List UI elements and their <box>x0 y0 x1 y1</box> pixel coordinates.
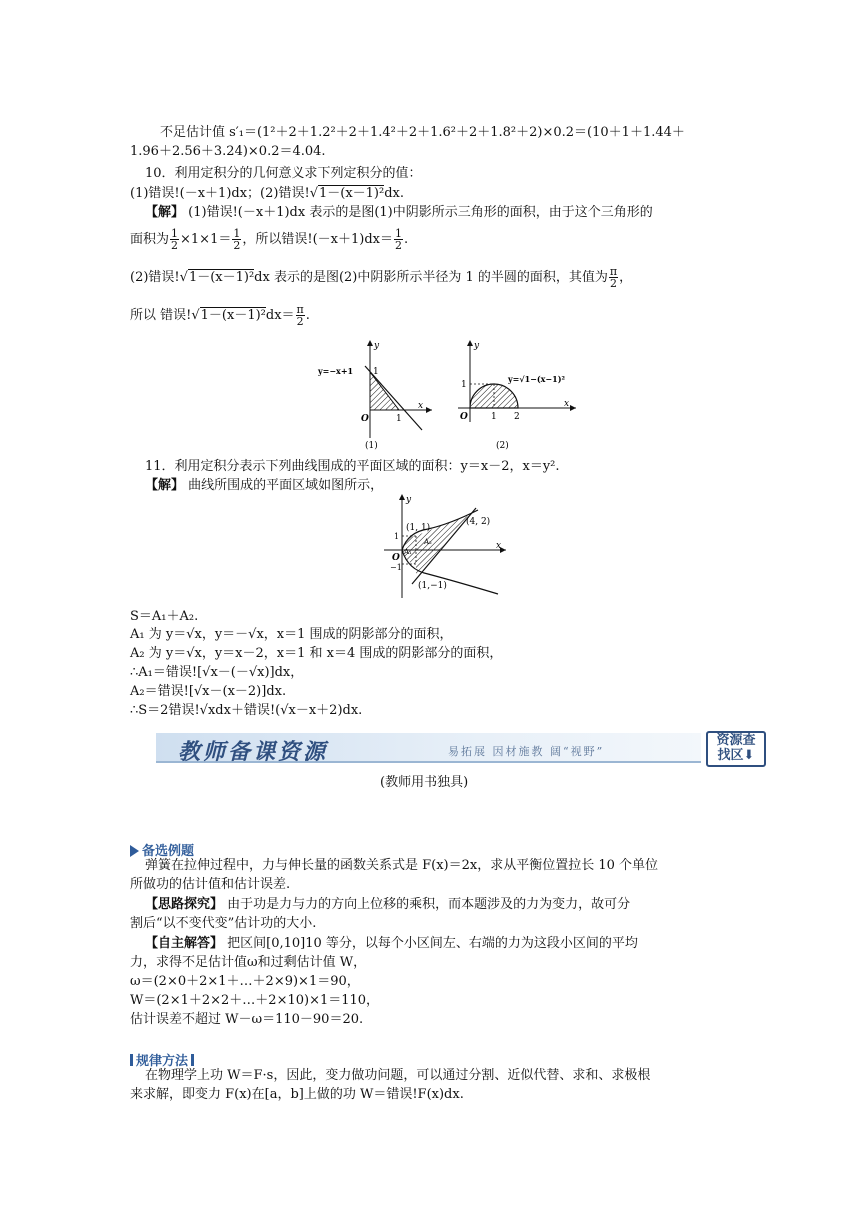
svg-text:(4, 2): (4, 2) <box>466 517 491 527</box>
think-line-1: 【思路探究】 由于功是力与力的方向上位移的乘积，而本题涉及的力为变力，故可分 <box>145 897 631 912</box>
svg-text:−1: −1 <box>390 563 402 572</box>
svg-text:A₁: A₁ <box>404 548 412 556</box>
svg-text:y=−x+1: y=−x+1 <box>318 366 354 376</box>
equation-a1-def: A₁ 为 y＝√x，y＝－√x，x＝1 围成的阴影部分的面积， <box>130 627 453 642</box>
resource-lookup-button[interactable]: 资源查 找区⬇ <box>706 731 766 767</box>
svg-text:x: x <box>418 401 424 411</box>
law-line-2: 来求解，即变力 F(x)在[a，b]上做的功 W＝错误!F(x)dx. <box>130 1087 464 1102</box>
question-11: 11．利用定积分表示下列曲线围成的平面区域的面积：y＝x－2，x＝y². <box>145 459 560 474</box>
svg-text:(2): (2) <box>496 441 509 450</box>
estimate-line-1: 不足估计值 s′₁＝(1²＋2＋1.2²＋2＋1.4²＋2＋1.6²＋2＋1.8²＋2)×0.2＝(10＋1＋1.44＋ <box>160 125 685 140</box>
self-line-1: 【自主解答】 把区间[0,10]10 等分，以每个小区间左、右端的力为这段小区间的平均 <box>145 936 638 951</box>
svg-text:1: 1 <box>373 367 379 377</box>
solution-2-line-a: (2)错误!√1－(x－1)²dx 表示的是图(2)中阴影所示半径为 1 的半圆的面积，其值为 $\frac{\pi}{2}$ ， <box>130 265 633 290</box>
self-line-4: W＝(2×1＋2×2＋…＋2×10)×1＝110， <box>130 993 380 1008</box>
figure-3-region <box>378 492 508 602</box>
law-line-1: 在物理学上功 W＝F·s，因此，变力做功问题，可以通过分割、近似代替、求和、求极根 <box>145 1068 651 1083</box>
svg-text:1: 1 <box>491 412 497 422</box>
fraction-pi-half: $\frac{\pi}{2}$ <box>296 303 304 328</box>
question-10: 10．利用定积分的几何意义求下列定积分的值： <box>145 166 422 181</box>
band-title: 教师备课资源 <box>178 739 329 765</box>
svg-text:y=√1−(x−1)²: y=√1−(x−1)² <box>508 374 565 384</box>
svg-text:y: y <box>474 341 480 351</box>
svg-text:O: O <box>460 412 468 422</box>
example-line-1: 弹簧在拉伸过程中，力与伸长量的函数关系式是 F(x)＝2x，求从平衡位置拉长 10 个单位 <box>145 858 659 873</box>
solution-1-line-a: 【解】 (1)错误!(－x＋1)dx 表示的是图(1)中阴影所示三角形的面积，由于这个三角形的 <box>145 205 653 220</box>
law-method-heading: 规律方法 <box>130 1050 194 1069</box>
fraction-half: $\frac{1}{2}$ <box>233 227 241 252</box>
think-line-2: 割后“以不变代变”估计功的大小. <box>130 916 317 931</box>
shaded-triangle <box>370 372 399 410</box>
svg-text:1: 1 <box>461 380 467 390</box>
equation-a2: A₂＝错误![√x－(x－2)]dx. <box>130 684 287 699</box>
svg-text:(1,−1): (1,−1) <box>418 581 447 591</box>
equation-a1: ∴A₁＝错误![√x－(－√x)]dx， <box>130 665 304 680</box>
self-line-2: 力，求得不足估计值ω和过剩估计值 W， <box>130 955 367 970</box>
svg-text:(1): (1) <box>365 441 378 450</box>
band-subtitle: 易拓展 因材施教 阔“视野” <box>448 745 605 758</box>
svg-text:1: 1 <box>394 532 400 541</box>
fraction-pi-half: $\frac{\pi}{2}$ <box>609 265 618 290</box>
svg-text:y: y <box>406 495 412 505</box>
teacher-resources-band <box>156 729 766 767</box>
self-line-3: ω＝(2×0＋2×1＋…＋2×9)×1＝90， <box>130 974 360 989</box>
svg-text:O: O <box>361 414 369 424</box>
fraction-half: $\frac{1}{2}$ <box>171 227 179 252</box>
solution-1-line-b: 面积为 $\frac{1}{2}$ ×1×1＝ $\frac{1}{2}$ ，所以错误!(－x＋1)dx＝ $\frac{1}{2}$ . <box>130 227 409 252</box>
figure-1-triangle <box>310 338 435 450</box>
svg-text:x: x <box>496 541 502 551</box>
fraction-half: $\frac{1}{2}$ <box>394 227 402 252</box>
estimate-line-2: 1.96＋2.56＋3.24)×0.2＝4.04. <box>130 144 326 159</box>
figure-2-semicircle <box>448 338 578 450</box>
svg-text:y: y <box>374 341 380 351</box>
svg-text:A₂: A₂ <box>424 538 432 546</box>
svg-text:O: O <box>392 553 400 563</box>
question-11-solution: 【解】 曲线所围成的平面区域如图所示， <box>145 478 384 493</box>
svg-text:1: 1 <box>396 414 402 424</box>
example-line-2: 所做功的估计值和估计误差. <box>130 877 291 892</box>
teacher-note: (教师用书独具) <box>380 775 469 790</box>
self-line-5: 估计误差不超过 W－ω＝110－90＝20. <box>130 1012 364 1027</box>
solution-2-line-b: 所以 错误!√1－(x－1)²dx＝ $\frac{\pi}{2}$ . <box>130 303 310 328</box>
triangle-icon <box>130 845 139 857</box>
backup-example-heading: 备选例题 <box>130 840 194 859</box>
equation-a2-def: A₂ 为 y＝√x，y＝x－2，x＝1 和 x＝4 围成的阴影部分的面积， <box>130 646 503 661</box>
equation-total: ∴S＝2错误!√xdx＋错误!(√x－x＋2)dx. <box>130 703 363 718</box>
svg-text:2: 2 <box>514 412 520 422</box>
equation-s: S＝A₁＋A₂. <box>130 609 199 624</box>
question-10-parts: (1)错误!(－x＋1)dx；(2)错误!√1－(x－1)²dx. <box>130 186 405 201</box>
svg-text:x: x <box>564 399 570 409</box>
svg-text:(1, 1): (1, 1) <box>406 523 431 533</box>
